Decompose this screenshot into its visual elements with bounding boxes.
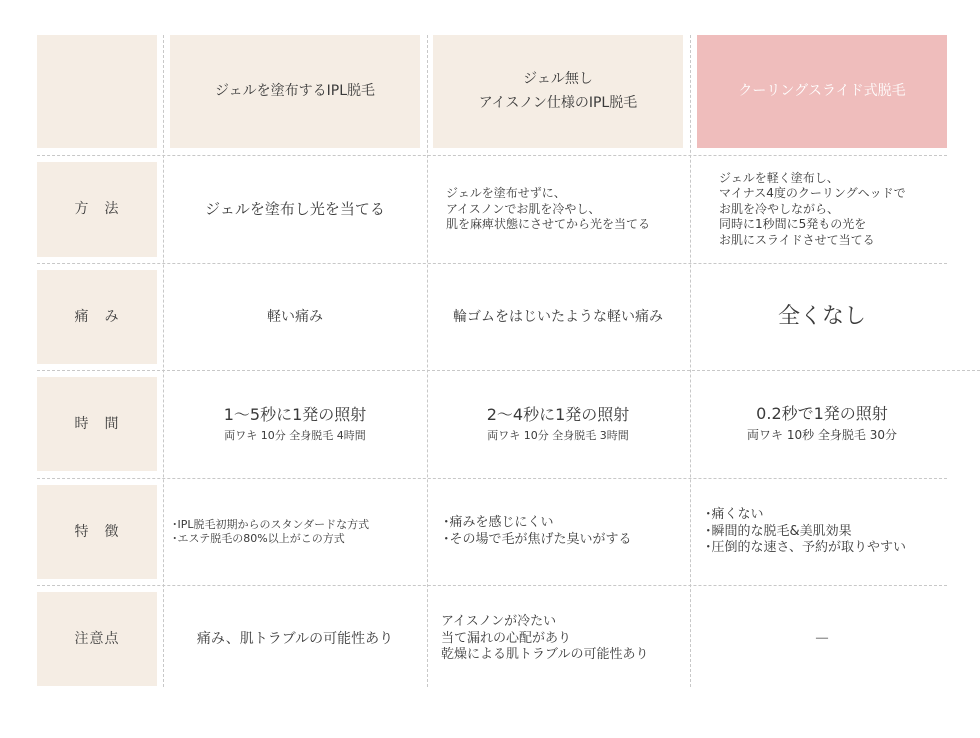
divider-horizontal-4 bbox=[37, 478, 947, 479]
divider-vertical-1 bbox=[163, 35, 164, 687]
divider-horizontal-5 bbox=[37, 585, 947, 586]
time-cooling-slide-sub: 両ワキ 10秒 全身脱毛 30分 bbox=[747, 428, 897, 443]
pain-icenon-ipl: 輪ゴムをはじいたような軽い痛み bbox=[453, 308, 663, 325]
caution-icenon-ipl: アイスノンが冷たい 当て漏れの心配があり 乾燥による肌トラブルの可能性あり bbox=[441, 613, 649, 663]
features-cooling-slide: ･痛くない ･瞬間的な脱毛&美肌効果 ･圧倒的な速さ、予約が取りやすい bbox=[705, 506, 906, 556]
row-label-caution: 注意点 bbox=[37, 592, 157, 686]
caution-gel-ipl: 痛み、肌トラブルの可能性あり bbox=[196, 630, 394, 647]
time-gel-ipl bbox=[170, 377, 420, 471]
time-icenon-ipl-sub: 両ワキ 10分 全身脱毛 3時間 bbox=[487, 428, 629, 442]
time-cooling-slide-main: 0.2秒で1発の照射 bbox=[756, 404, 888, 424]
row-label-method: 方 法 bbox=[37, 162, 157, 257]
pain-gel-ipl: 軽い痛み bbox=[267, 308, 323, 325]
divider-horizontal-3 bbox=[37, 370, 980, 371]
row-label-pain: 痛 み bbox=[37, 270, 157, 364]
time-gel-ipl-sub: 両ワキ 10分 全身脱毛 4時間 bbox=[224, 428, 366, 442]
divider-horizontal-2 bbox=[37, 263, 947, 264]
features-gel-ipl: ･IPL脱毛初期からのスタンダードな方式 ･エステ脱毛の80%以上がこの方式 bbox=[172, 517, 370, 545]
features-icenon-ipl: ･痛みを感じにくい ･その場で毛が焦げた臭いがする bbox=[443, 515, 632, 547]
divider-vertical-3 bbox=[690, 35, 691, 687]
pain-cooling-slide: 全くなし bbox=[777, 303, 866, 329]
time-icenon-ipl bbox=[433, 377, 683, 471]
time-icenon-ipl-main: 2～4秒に1発の照射 bbox=[486, 404, 630, 424]
header-gel-ipl: ジェルを塗布するIPL脱毛 bbox=[170, 35, 420, 148]
header-icenon-ipl: ジェル無し アイスノン仕様のIPL脱毛 bbox=[433, 35, 683, 148]
row-label-time: 時 間 bbox=[37, 377, 157, 471]
divider-horizontal-1 bbox=[37, 155, 947, 156]
row-label-features: 特 徴 bbox=[37, 485, 157, 579]
divider-vertical-2 bbox=[427, 35, 428, 687]
method-gel-ipl: ジェルを塗布し光を当てる bbox=[205, 199, 385, 218]
method-cooling-slide: ジェルを軽く塗布し、 マイナス4度のクーリングヘッドで お肌を冷やしながら、 同時に1秒間に5発もの光を お肌にスライドさせて当てる bbox=[719, 170, 906, 247]
time-gel-ipl-main: 1～5秒に1発の照射 bbox=[223, 404, 367, 424]
method-icenon-ipl: ジェルを塗布せずに、 アイスノンでお肌を冷やし、 肌を麻痺状態にさせてから光を当てる bbox=[446, 186, 651, 232]
header-cooling-slide: クーリングスライド式脱毛 bbox=[697, 35, 947, 148]
caution-cooling-slide: － bbox=[813, 628, 830, 648]
time-cooling-slide bbox=[697, 377, 947, 471]
header-empty-cell bbox=[37, 35, 157, 148]
